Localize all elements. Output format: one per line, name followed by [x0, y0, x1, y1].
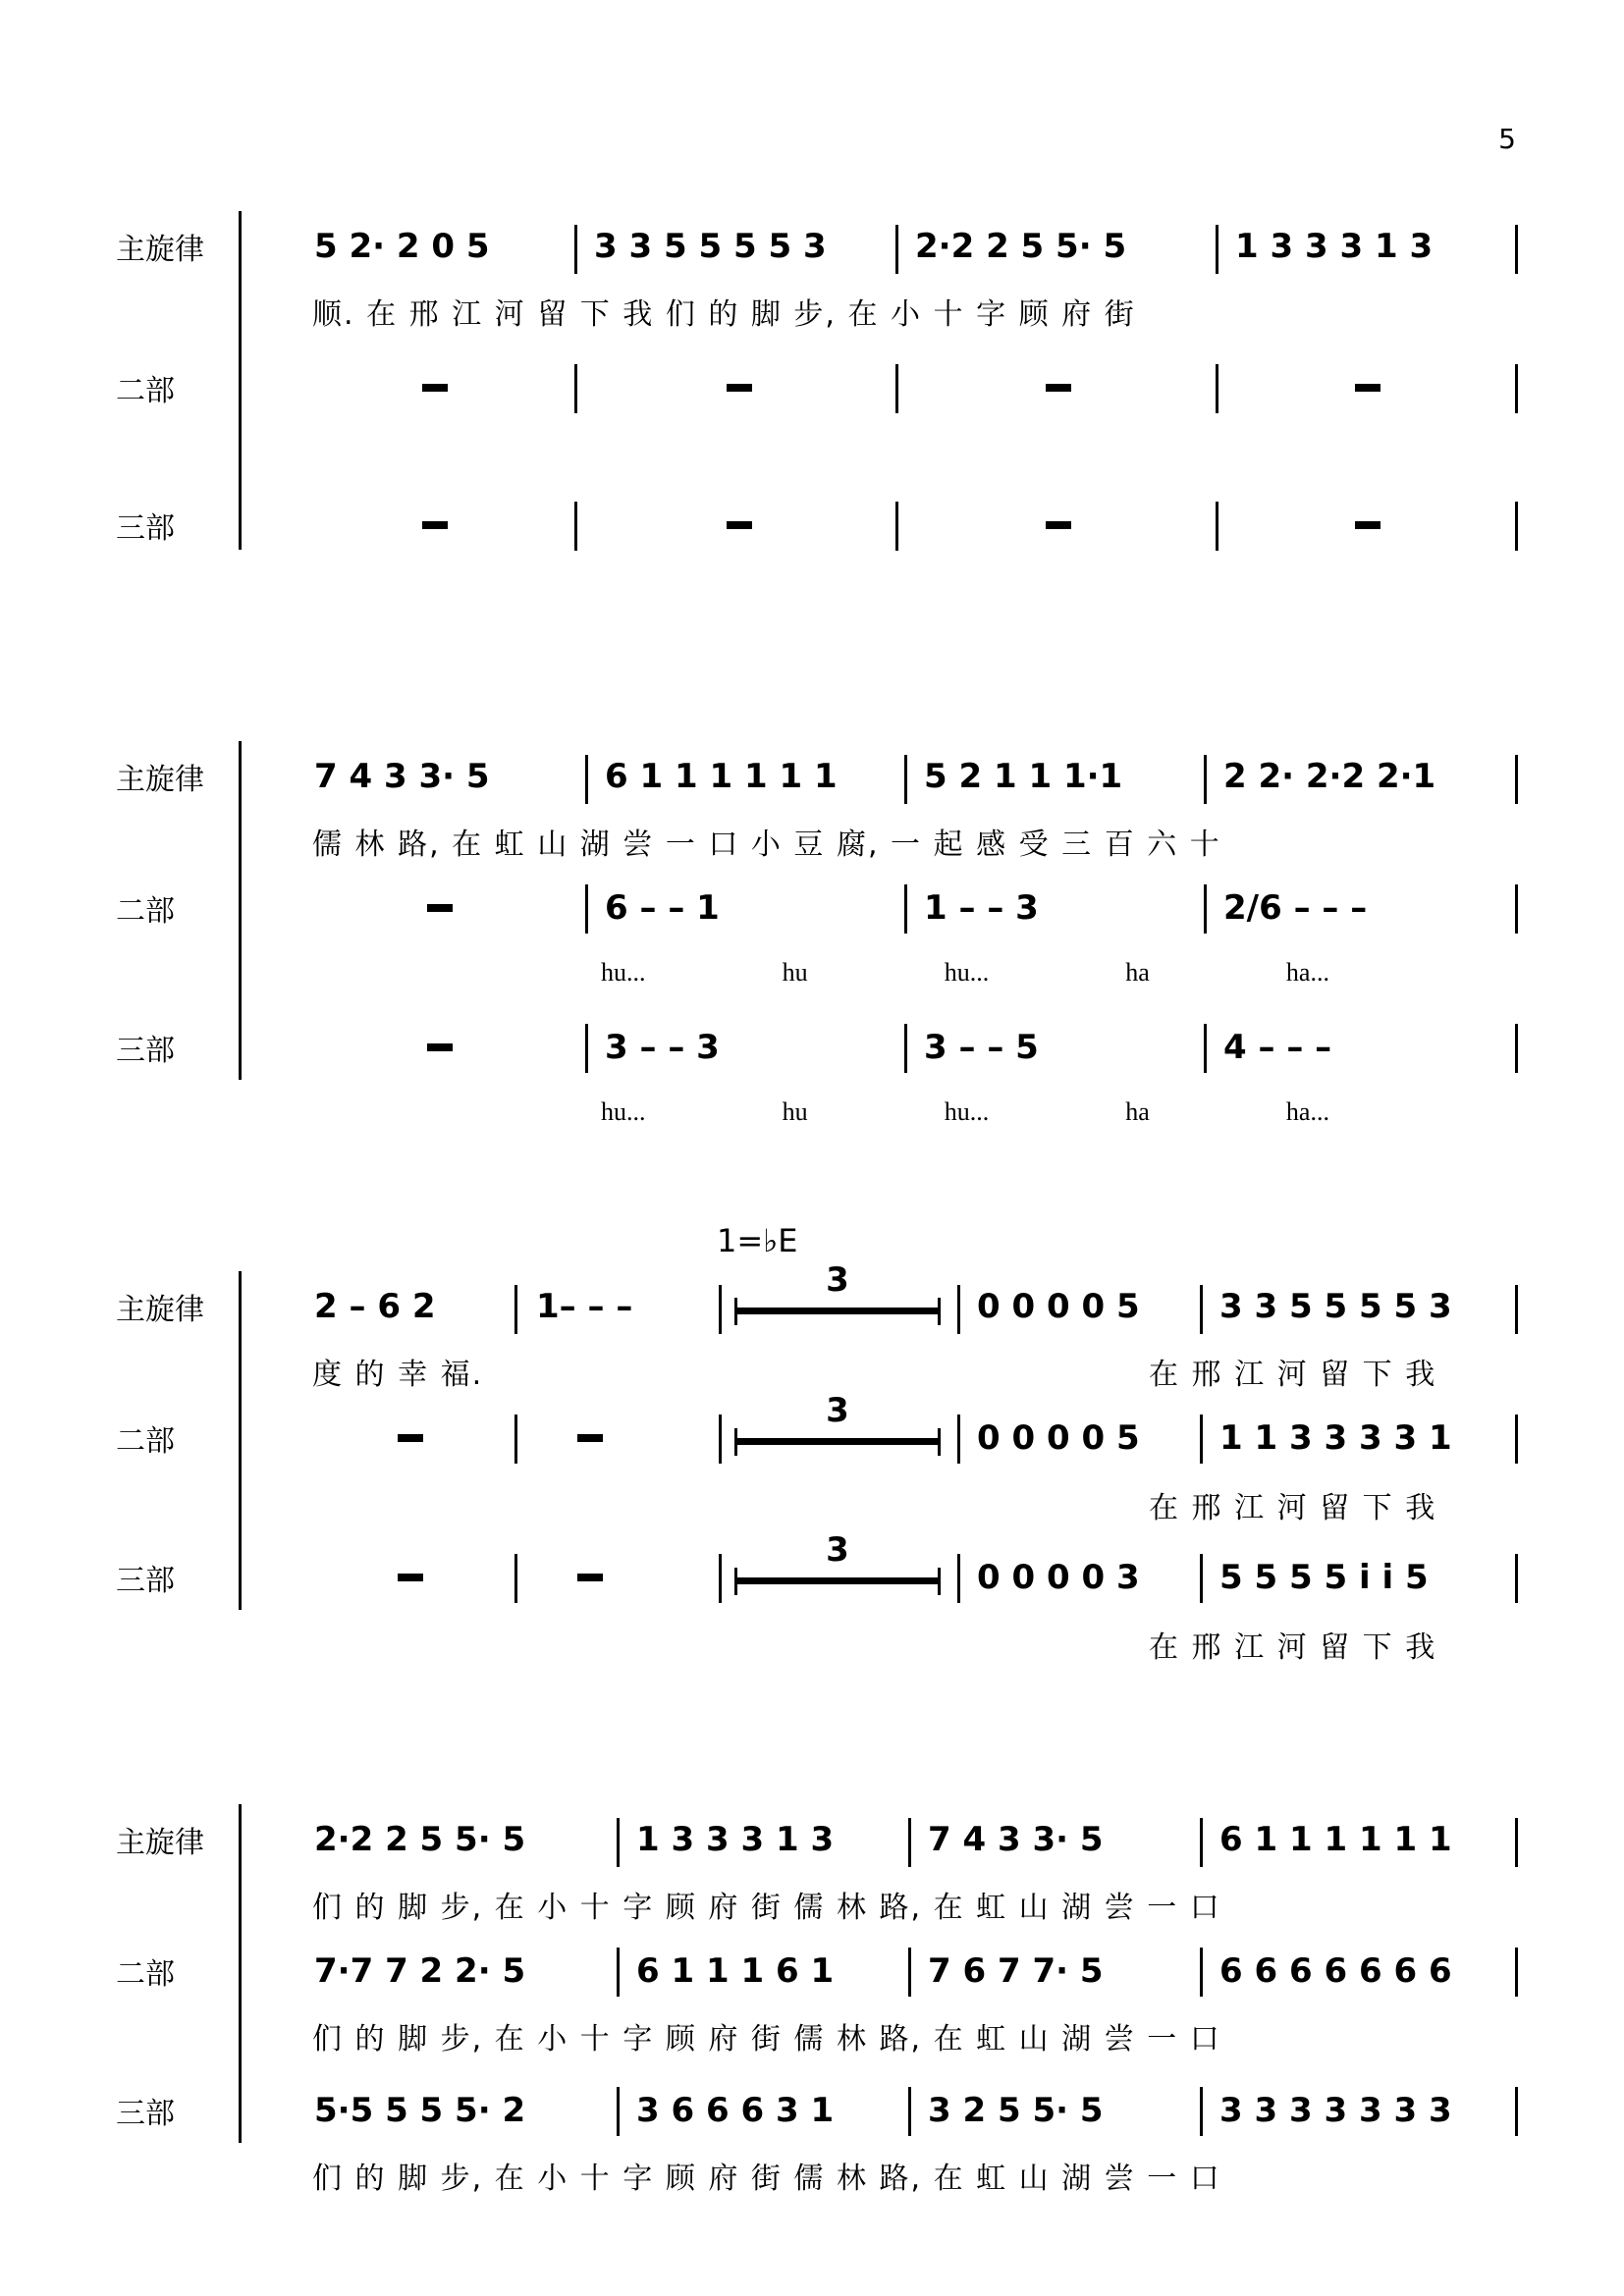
measure: 7 4 3 3· 5	[314, 757, 490, 796]
lyric: ha...	[1285, 1097, 1329, 1126]
barline	[904, 755, 907, 804]
rest-mark	[1046, 521, 1071, 529]
tuplet-number: 3	[826, 1530, 849, 1570]
barline	[1200, 1554, 1203, 1603]
part-main-melody	[0, 1260, 1624, 1409]
measure: 7 4 3 3· 5	[928, 1820, 1104, 1859]
rest-mark	[427, 904, 453, 912]
measure: 3 – – 5	[924, 1028, 1039, 1067]
barline	[585, 884, 588, 934]
lyrics-line: 们 的 脚 步, 在 小 十 字 顾 府 街 儒 林 路, 在 虹 山 湖 尝 一 口	[312, 2022, 1221, 2056]
measure: 3 – – 3	[605, 1028, 720, 1067]
part-third	[0, 1530, 1624, 1685]
part-second	[0, 879, 1624, 1016]
part-main-melody	[0, 741, 1624, 879]
rest-mark	[398, 1434, 423, 1442]
rest-mark	[577, 1574, 603, 1581]
lyrics-line: 度 的 幸 福.	[312, 1358, 484, 1392]
barline	[719, 1415, 722, 1464]
lyric: hu	[782, 1097, 808, 1126]
barline	[895, 225, 898, 274]
barline	[1515, 1024, 1518, 1073]
rest-mark	[398, 1574, 423, 1581]
barline	[957, 1415, 960, 1464]
measure: 7·7 7 2 2· 5	[314, 1951, 526, 1991]
barline	[1216, 364, 1218, 413]
barline	[957, 1285, 960, 1334]
measure: 1 3 3 3 1 3	[1235, 227, 1434, 266]
part-label: 主旋律	[116, 763, 204, 797]
part-label: 三部	[116, 2097, 175, 2131]
barline	[908, 1818, 911, 1867]
lyric: ha...	[1285, 958, 1329, 987]
barline	[908, 1948, 911, 1997]
lyrics-line	[601, 1093, 1329, 1132]
part-label: 三部	[116, 511, 175, 546]
barline	[1200, 1948, 1203, 1997]
part-label: 三部	[116, 1034, 175, 1068]
tuplet-number: 3	[826, 1391, 849, 1430]
rest-mark	[1046, 384, 1071, 392]
barline	[617, 1818, 620, 1867]
part-label: 主旋律	[116, 233, 204, 267]
rest-mark	[1355, 384, 1380, 392]
measure: 2·2 2 5 5· 5	[314, 1820, 526, 1859]
barline	[1515, 364, 1518, 413]
measure: 0 0 0 0 5	[977, 1287, 1140, 1326]
lyric: hu...	[601, 1097, 646, 1126]
lyrics-line: 在 邢 江 河 留 下 我	[1149, 1358, 1437, 1392]
measure: 3 2 5 5· 5	[928, 2091, 1104, 2130]
measure: 3 3 5 5 5 5 3	[594, 227, 827, 266]
lyric: hu...	[944, 1097, 990, 1126]
barline	[617, 2087, 620, 2136]
barline	[1515, 1818, 1518, 1867]
lyric: hu...	[601, 958, 646, 987]
part-label: 主旋律	[116, 1826, 204, 1860]
lyric: ha	[1125, 1097, 1150, 1126]
measure: 2·2 2 5 5· 5	[915, 227, 1127, 266]
barline	[585, 755, 588, 804]
measure: 5 2· 2 0 5	[314, 227, 490, 266]
barline	[1200, 1285, 1203, 1334]
barline	[514, 1285, 517, 1334]
measure: 0 0 0 0 5	[977, 1418, 1140, 1458]
measure: 4 – – –	[1223, 1028, 1332, 1067]
part-third	[0, 496, 1624, 633]
lyrics-line: 在 邢 江 河 留 下 我	[1149, 1491, 1437, 1525]
measure: 1 1 3 3 3 3 1	[1219, 1418, 1452, 1458]
part-third	[0, 1018, 1624, 1155]
measure: 0 0 0 0 3	[977, 1558, 1140, 1597]
barline	[574, 364, 577, 413]
lyrics-line: 们 的 脚 步, 在 小 十 字 顾 府 街 儒 林 路, 在 虹 山 湖 尝 一 口	[312, 2162, 1221, 2196]
barline	[957, 1554, 960, 1603]
part-label: 主旋律	[116, 1293, 204, 1327]
measure: 5 5 5 5 i i 5	[1219, 1558, 1429, 1597]
barline	[1515, 1415, 1518, 1464]
measure: 6 1 1 1 6 1	[636, 1951, 835, 1991]
barline	[719, 1554, 722, 1603]
barline	[574, 502, 577, 551]
rest-mark	[427, 1043, 453, 1051]
part-second	[0, 358, 1624, 496]
measure: 3 3 3 3 3 3 3	[1219, 2091, 1452, 2130]
barline	[1515, 1285, 1518, 1334]
measure: 6 1 1 1 1 1 1	[605, 757, 838, 796]
part-third	[0, 2081, 1624, 2218]
lyrics-line: 顺. 在 邢 江 河 留 下 我 们 的 脚 步, 在 小 十 字 顾 府 街	[312, 297, 1136, 332]
page-number: 5	[1498, 123, 1516, 155]
barline	[1515, 884, 1518, 934]
barline	[1515, 502, 1518, 551]
rest-mark	[577, 1434, 603, 1442]
barline	[895, 364, 898, 413]
measure: 1– – –	[536, 1287, 633, 1326]
measure: 5 2 1 1 1·1	[924, 757, 1123, 796]
measure: 3 6 6 6 3 1	[636, 2091, 835, 2130]
measure: 6 – – 1	[605, 888, 720, 928]
barline	[908, 2087, 911, 2136]
rest-mark	[422, 521, 448, 529]
measure: 6 6 6 6 6 6 6	[1219, 1951, 1452, 1991]
rest-mark	[727, 384, 752, 392]
barline	[1515, 225, 1518, 274]
barline	[617, 1948, 620, 1997]
measure: 2 2· 2·2 2·1	[1223, 757, 1436, 796]
measure: 7 6 7 7· 5	[928, 1951, 1104, 1991]
lyric: hu	[782, 958, 808, 987]
barline	[719, 1285, 722, 1334]
part-main-melody	[0, 1804, 1624, 1942]
part-second	[0, 1942, 1624, 2079]
barline	[1204, 755, 1207, 804]
part-label: 二部	[116, 1957, 175, 1992]
part-label: 二部	[116, 1424, 175, 1459]
measure: 1 – – 3	[924, 888, 1039, 928]
lyrics-line: 儒 林 路, 在 虹 山 湖 尝 一 口 小 豆 腐, 一 起 感 受 三 百 六 十	[312, 828, 1221, 862]
barline	[1515, 1554, 1518, 1603]
barline	[1200, 2087, 1203, 2136]
barline	[1200, 1818, 1203, 1867]
part-label: 三部	[116, 1564, 175, 1598]
barline	[1515, 755, 1518, 804]
lyrics-line: 在 邢 江 河 留 下 我	[1149, 1630, 1437, 1665]
barline	[574, 225, 577, 274]
part-label: 二部	[116, 374, 175, 408]
barline	[1200, 1415, 1203, 1464]
barline	[514, 1415, 517, 1464]
barline	[1204, 1024, 1207, 1073]
part-label: 二部	[116, 894, 175, 929]
barline	[1216, 225, 1218, 274]
part-second	[0, 1391, 1624, 1546]
barline	[585, 1024, 588, 1073]
measure: 2 – 6 2	[314, 1287, 436, 1326]
measure: 2/6 – – –	[1223, 888, 1368, 928]
lyric: hu...	[944, 958, 990, 987]
barline	[895, 502, 898, 551]
lyrics-line	[601, 953, 1329, 992]
barline	[904, 1024, 907, 1073]
rest-mark	[422, 384, 448, 392]
barline	[904, 884, 907, 934]
measure: 6 1 1 1 1 1 1	[1219, 1820, 1452, 1859]
rest-mark	[727, 521, 752, 529]
barline	[1204, 884, 1207, 934]
measure: 5·5 5 5 5· 2	[314, 2091, 526, 2130]
barline	[1216, 502, 1218, 551]
rest-mark	[1355, 521, 1380, 529]
barline	[1515, 2087, 1518, 2136]
barline	[1515, 1948, 1518, 1997]
lyric: ha	[1125, 958, 1150, 987]
barline	[514, 1554, 517, 1603]
tuplet-number: 3	[826, 1260, 849, 1300]
measure: 3 3 5 5 5 5 3	[1219, 1287, 1452, 1326]
lyrics-line: 们 的 脚 步, 在 小 十 字 顾 府 街 儒 林 路, 在 虹 山 湖 尝 一 口	[312, 1891, 1221, 1925]
key-signature: 1=♭E	[717, 1222, 798, 1259]
measure: 1 3 3 3 1 3	[636, 1820, 835, 1859]
part-main-melody	[0, 211, 1624, 348]
